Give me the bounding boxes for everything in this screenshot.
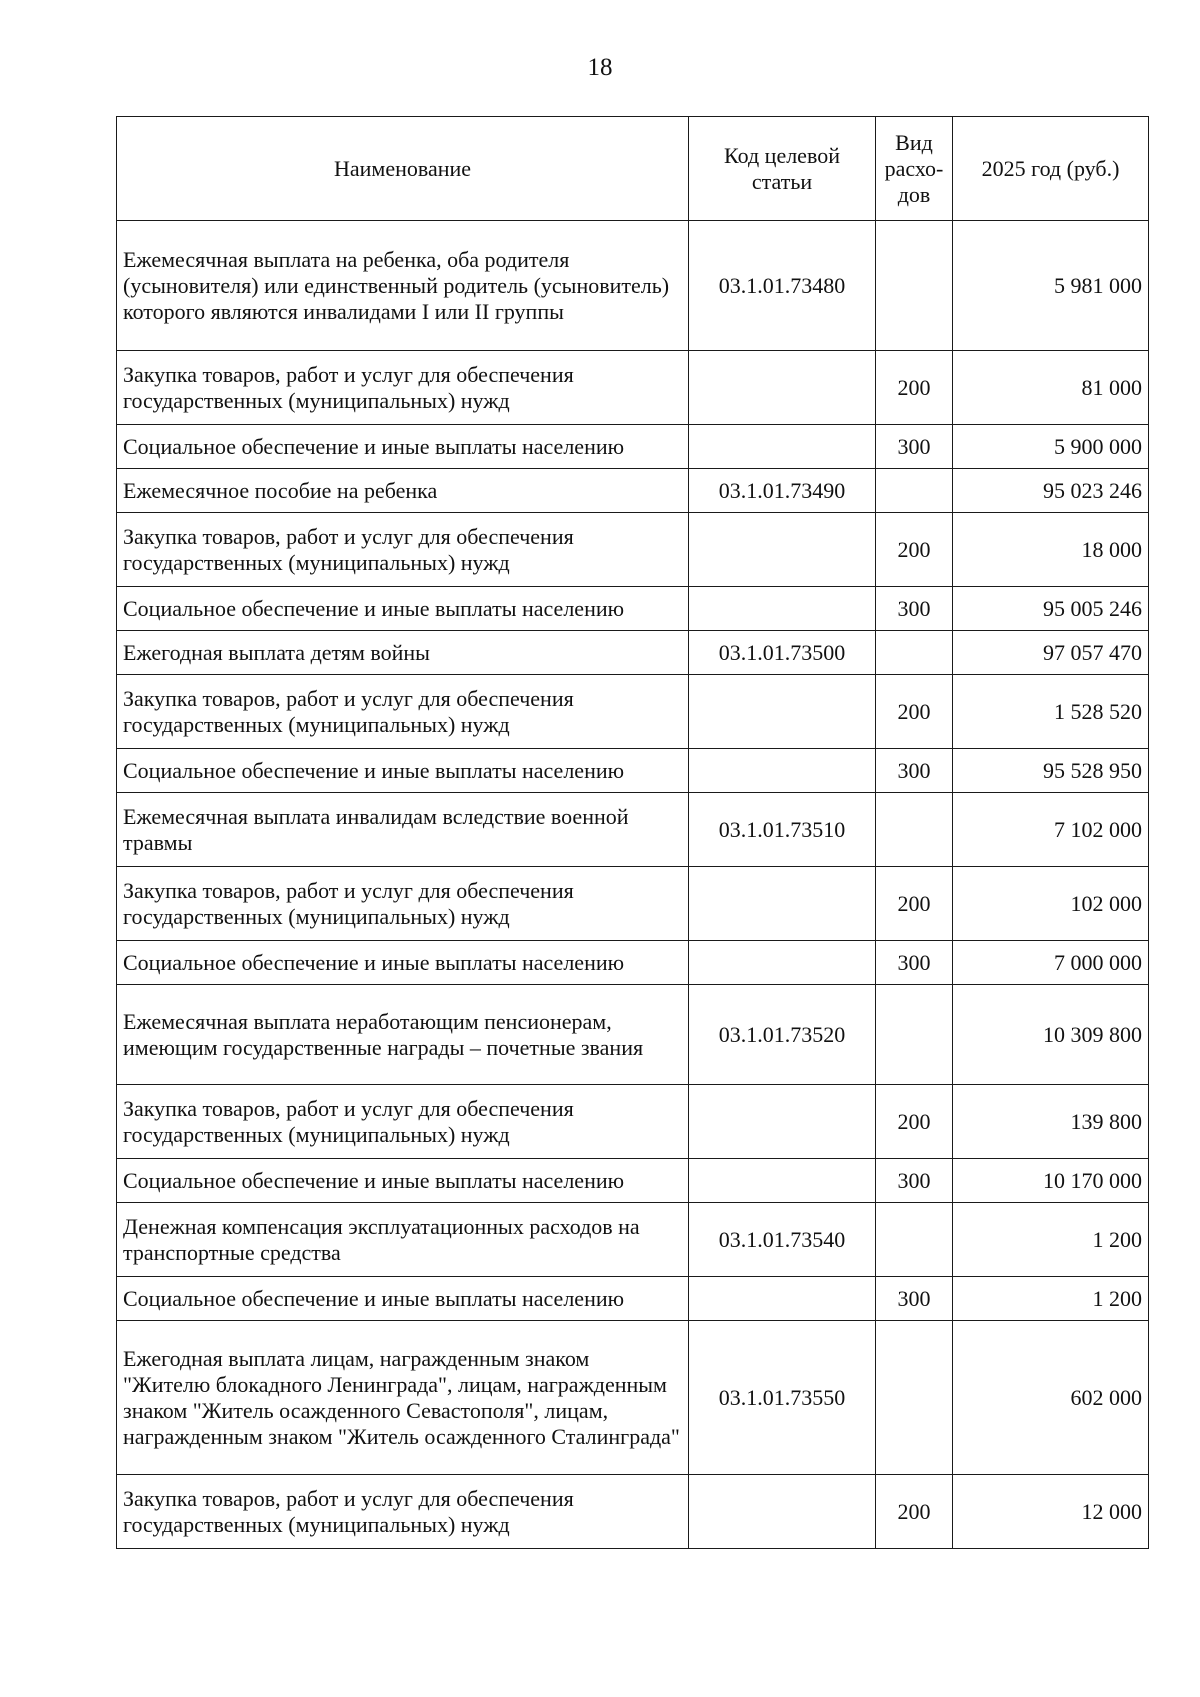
name-cell: Социальное обеспечение и иные выплаты населению (117, 1277, 689, 1321)
sum-cell: 1 200 (953, 1277, 1149, 1321)
table-row (117, 513, 1149, 587)
table-row (117, 749, 1149, 793)
code-cell (689, 513, 876, 587)
code-cell: 03.1.01.73550 (689, 1321, 876, 1475)
sum-cell: 12 000 (953, 1475, 1149, 1549)
kind-cell: 200 (876, 1085, 953, 1159)
page-number: 18 (587, 54, 613, 81)
name-cell: Закупка товаров, работ и услуг для обеспечения государственных (муниципальных) нужд (117, 675, 689, 749)
kind-cell (876, 985, 953, 1085)
kind-cell (876, 1203, 953, 1277)
sum-cell: 10 309 800 (953, 985, 1149, 1085)
kind-cell: 300 (876, 1277, 953, 1321)
code-cell (689, 867, 876, 941)
code-cell: 03.1.01.73480 (689, 221, 876, 351)
sum-cell: 18 000 (953, 513, 1149, 587)
code-cell (689, 1159, 876, 1203)
table-header (117, 117, 1149, 221)
code-cell (689, 1085, 876, 1159)
sum-cell: 95 005 246 (953, 587, 1149, 631)
budget-table (116, 116, 1149, 1549)
name-cell: Ежегодная выплата детям войны (117, 631, 689, 675)
code-cell (689, 1277, 876, 1321)
kind-cell: 300 (876, 1159, 953, 1203)
name-cell: Денежная компенсация эксплуатационных расходов на транспортные средства (117, 1203, 689, 1277)
kind-cell: 300 (876, 425, 953, 469)
header-code: Код целевой статьи (689, 117, 876, 221)
name-cell: Социальное обеспечение и иные выплаты населению (117, 587, 689, 631)
code-cell (689, 587, 876, 631)
table-row (117, 221, 1149, 351)
table-row (117, 1475, 1149, 1549)
code-cell (689, 351, 876, 425)
sum-cell: 10 170 000 (953, 1159, 1149, 1203)
code-cell: 03.1.01.73490 (689, 469, 876, 513)
sum-cell: 95 023 246 (953, 469, 1149, 513)
kind-cell (876, 1321, 953, 1475)
sum-cell: 7 102 000 (953, 793, 1149, 867)
kind-cell (876, 631, 953, 675)
table-row (117, 675, 1149, 749)
table-row (117, 469, 1149, 513)
code-cell (689, 425, 876, 469)
table-row (117, 985, 1149, 1085)
code-cell (689, 675, 876, 749)
table-row (117, 867, 1149, 941)
table-body (117, 221, 1149, 1549)
code-cell (689, 1475, 876, 1549)
header-name: Наименование (117, 117, 689, 221)
kind-cell: 200 (876, 867, 953, 941)
name-cell: Закупка товаров, работ и услуг для обеспечения государственных (муниципальных) нужд (117, 867, 689, 941)
name-cell: Ежемесячная выплата на ребенка, оба родителя (усыновителя) или единственный родитель (усыновитель) которого являются инвалидами I или II группы (117, 221, 689, 351)
table-row (117, 631, 1149, 675)
name-cell: Социальное обеспечение и иные выплаты населению (117, 1159, 689, 1203)
code-cell (689, 749, 876, 793)
kind-cell (876, 469, 953, 513)
name-cell: Социальное обеспечение и иные выплаты населению (117, 749, 689, 793)
code-cell (689, 941, 876, 985)
sum-cell: 81 000 (953, 351, 1149, 425)
sum-cell: 95 528 950 (953, 749, 1149, 793)
name-cell: Закупка товаров, работ и услуг для обеспечения государственных (муниципальных) нужд (117, 351, 689, 425)
sum-cell: 102 000 (953, 867, 1149, 941)
kind-cell: 300 (876, 941, 953, 985)
sum-cell: 1 200 (953, 1203, 1149, 1277)
name-cell: Закупка товаров, работ и услуг для обеспечения государственных (муниципальных) нужд (117, 1475, 689, 1549)
name-cell: Ежегодная выплата лицам, награжденным знаком "Жителю блокадного Ленинграда", лицам, награжденным знаком "Житель осажденного Севастополя", лицам, награжденным знаком "Житель осажденного Сталинграда" (117, 1321, 689, 1475)
sum-cell: 97 057 470 (953, 631, 1149, 675)
name-cell: Закупка товаров, работ и услуг для обеспечения государственных (муниципальных) нужд (117, 513, 689, 587)
header-kind: Вид расхо-дов (876, 117, 953, 221)
table-row (117, 793, 1149, 867)
code-cell: 03.1.01.73520 (689, 985, 876, 1085)
kind-cell (876, 793, 953, 867)
name-cell: Социальное обеспечение и иные выплаты населению (117, 941, 689, 985)
kind-cell: 200 (876, 513, 953, 587)
kind-cell: 300 (876, 749, 953, 793)
table-row (117, 1085, 1149, 1159)
name-cell: Ежемесячное пособие на ребенка (117, 469, 689, 513)
table-row (117, 1203, 1149, 1277)
header-sum: 2025 год (руб.) (953, 117, 1149, 221)
header-row (117, 117, 1149, 221)
table-row (117, 425, 1149, 469)
sum-cell: 1 528 520 (953, 675, 1149, 749)
table-row (117, 1159, 1149, 1203)
table-row (117, 1277, 1149, 1321)
table-row (117, 351, 1149, 425)
table-row (117, 587, 1149, 631)
kind-cell: 200 (876, 1475, 953, 1549)
code-cell: 03.1.01.73510 (689, 793, 876, 867)
name-cell: Ежемесячная выплата инвалидам вследствие военной травмы (117, 793, 689, 867)
sum-cell: 602 000 (953, 1321, 1149, 1475)
sum-cell: 5 900 000 (953, 425, 1149, 469)
kind-cell (876, 221, 953, 351)
name-cell: Ежемесячная выплата неработающим пенсионерам, имеющим государственные награды – почетные звания (117, 985, 689, 1085)
kind-cell: 300 (876, 587, 953, 631)
table-row (117, 1321, 1149, 1475)
table-row (117, 941, 1149, 985)
kind-cell: 200 (876, 351, 953, 425)
name-cell: Социальное обеспечение и иные выплаты населению (117, 425, 689, 469)
sum-cell: 7 000 000 (953, 941, 1149, 985)
code-cell: 03.1.01.73540 (689, 1203, 876, 1277)
sum-cell: 139 800 (953, 1085, 1149, 1159)
name-cell: Закупка товаров, работ и услуг для обеспечения государственных (муниципальных) нужд (117, 1085, 689, 1159)
kind-cell: 200 (876, 675, 953, 749)
sum-cell: 5 981 000 (953, 221, 1149, 351)
code-cell: 03.1.01.73500 (689, 631, 876, 675)
